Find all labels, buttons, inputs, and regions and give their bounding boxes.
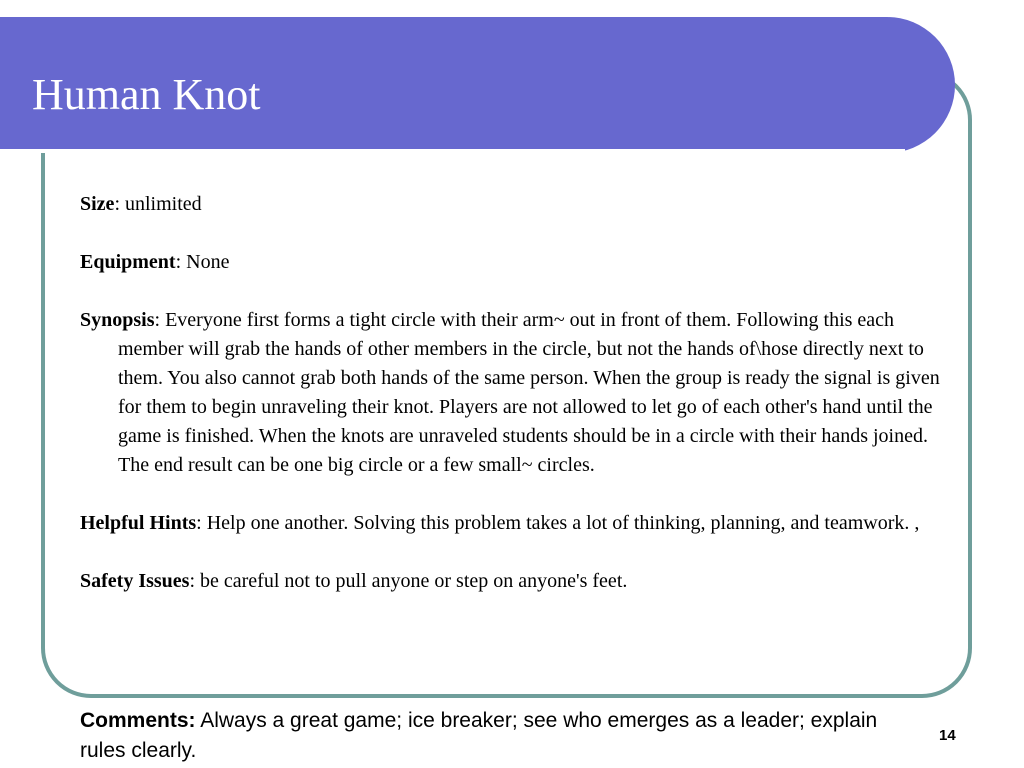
slide-body (80, 190, 940, 596)
comments-text: Always a great game; ice breaker; see who emerges as a leader; explain rules clearly. (80, 709, 878, 762)
entry-equipment (80, 248, 940, 277)
entry-synopsis (80, 306, 940, 480)
page-number: 14 (939, 727, 956, 744)
entry-text: Help one another. Solving this problem takes a lot of thinking, planning, and teamwork. , (206, 512, 920, 534)
entry-label: Helpful Hints (80, 512, 197, 534)
entry-separator: : (189, 570, 201, 592)
entry-label: Size (80, 193, 115, 215)
title-bar (0, 17, 955, 153)
entry-separator: : (175, 251, 187, 273)
entry-text: be careful not to pull anyone or step on anyone's feet. (200, 570, 628, 592)
entry-text: unlimited (125, 193, 202, 215)
title-underline (0, 149, 905, 153)
entry-separator: : (114, 193, 125, 215)
entry-safety-issues (80, 567, 940, 596)
entry-label: Safety Issues (80, 570, 190, 592)
entry-separator: : (154, 309, 166, 331)
comments (80, 706, 920, 766)
comments-label: Comments: (80, 709, 196, 732)
entry-text: Everyone first forms a tight circle with their arm~ out in front of them. Following this each member will grab the hands of other members in the circle, but not the hands of\hose directly next to them. You also cannot grab both hands of the same person. When the group is ready the signal is given for them to begin unraveling their knot. Players are not allowed to let go of each other's hand until the game is finished. When the knots are unraveled students should be in a circle with their hands joined. The end result can be one big circle or a few small~ circles. (118, 309, 940, 476)
entry-size (80, 190, 940, 219)
entry-helpful-hints (80, 509, 940, 538)
entry-label: Synopsis (80, 309, 155, 331)
entry-label: Equipment (80, 251, 176, 273)
slide-title: Human Knot (32, 70, 261, 119)
entry-text: None (186, 251, 230, 273)
entry-separator: : (196, 512, 207, 534)
